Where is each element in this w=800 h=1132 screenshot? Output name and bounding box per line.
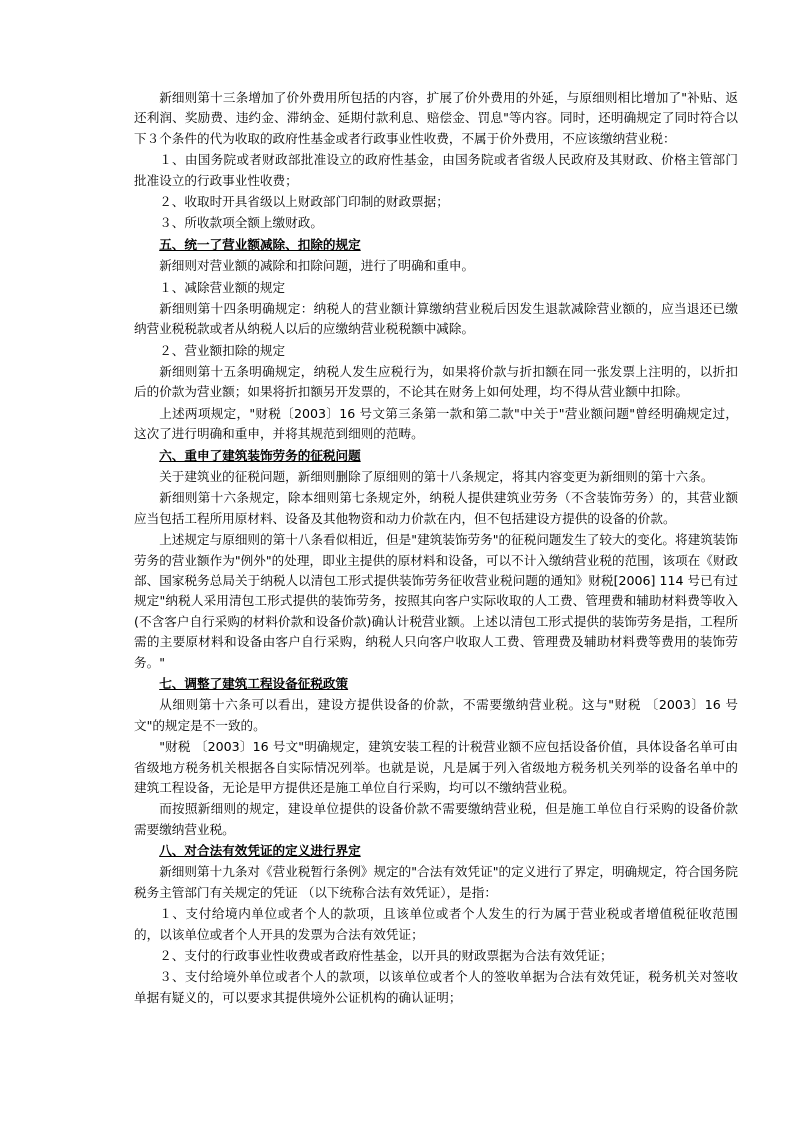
list-item: ２、支付的行政事业性收费或者政府性基金，以开具的财政票据为合法有效凭证； bbox=[159, 948, 613, 964]
section-heading: 八、对合法有效凭证的定义进行界定 bbox=[159, 843, 361, 859]
paragraph: 从细则第十六条可以看出，建设方提供设备的价款，不需要缴纳营业税。这与"财税 〔2003〕16 号文"的规定是不一致的。 bbox=[134, 697, 738, 733]
list-item: ２、营业额扣除的规定 bbox=[159, 342, 286, 358]
list-item: ３、所收款项全额上缴财政。 bbox=[159, 215, 323, 231]
paragraph: 关于建筑业的征税问题，新细则删除了原细则的第十八条规定，将其内容变更为新细则的第十六条。 bbox=[159, 469, 714, 485]
paragraph: 新细则第十九条对《营业税暂行条例》规定的"合法有效凭证"的定义进行了界定，明确规定，符合国务院税务主管部门有关规定的凭证 （以下统称合法有效凭证），是指： bbox=[134, 864, 738, 900]
paragraph: 新细则第十五条明确规定，纳税人发生应税行为，如果将价款与折扣额在同一张发票上注明的，以折扣后的价款为营业额；如果将折扣额另开发票的，不论其在财务上如何处理，均不得从营业额中扣除。 bbox=[134, 364, 738, 400]
paragraph: 新细则对营业额的减除和扣除问题，进行了明确和重申。 bbox=[159, 258, 475, 274]
section-heading: 七、调整了建筑工程设备征税政策 bbox=[159, 675, 349, 691]
document-body bbox=[134, 88, 738, 1008]
paragraph: 新细则第十四条明确规定：纳税人的营业额计算缴纳营业税后因发生退款减除营业额的，应当退还已缴纳营业税税款或者从纳税人以后的应缴纳营业税税额中减除。 bbox=[134, 300, 738, 337]
paragraph: 新细则第十三条增加了价外费用所包括的内容，扩展了价外费用的外延，与原细则相比增加了"补贴、返还利润、奖励费、违约金、滞纳金、延期付款利息、赔偿金、罚息"等内容。同时，还明确规定了同时符合以下３个条件的代为收取的政府性基金或者行政事业性收费，不属于价外费用，不应该缴纳营业税： bbox=[134, 90, 738, 146]
list-item: ３、支付给境外单位或者个人的款项，以该单位或者个人的签收单据为合法有效凭证，税务机关对签收单据有疑义的，可以要求其提供境外公证机构的确认证明； bbox=[134, 969, 738, 1005]
paragraph: "财税 〔2003〕16 号文"明确规定，建筑安装工程的计税营业额不应包括设备价值，具体设备名单可由省级地方税务机关根据各自实际情况列举。也就是说，凡是属于列入省级地方税务机关列举的设备名单中的建筑工程设备，无论是甲方提供还是施工单位自行采购，均可以不缴纳营业税。 bbox=[134, 739, 738, 795]
paragraph: 而按照新细则的规定，建设单位提供的设备价款不需要缴纳营业税，但是施工单位自行采购的设备价款需要缴纳营业税。 bbox=[134, 801, 738, 837]
list-item: １、支付给境内单位或者个人的款项，且该单位或者个人发生的行为属于营业税或者增值税征收范围的，以该单位或者个人开具的发票为合法有效凭证； bbox=[134, 906, 738, 942]
list-item: １、由国务院或者财政部批准设立的政府性基金，由国务院或者省级人民政府及其财政、价格主管部门批准设立的行政事业性收费； bbox=[134, 152, 738, 188]
section-heading: 六、重申了建筑装饰劳务的征税问题 bbox=[159, 447, 361, 463]
list-item: ２、收取时开具省级以上财政部门印制的财政票据； bbox=[159, 193, 449, 209]
section-heading: 五、统一了营业额减除、扣除的规定 bbox=[159, 236, 361, 252]
paragraph: 上述规定与原细则的第十八条看似相近，但是"建筑装饰劳务"的征税问题发生了较大的变化。将建筑装饰劳务的营业额作为"例外"的处理，即业主提供的原材料和设备，可以不计入缴纳营业税的范围，该项在《财政部、国家税务总局关于纳税人以清包工形式提供装饰劳务征收营业税问题的通知》财税[2006] 114 号已有过规定"纳税人采用清包工形式提供的装饰劳务，按照其向客户实际收取的人工费、管理费和辅助材料费等收入(不含客户自行采购的材料价款和设备价款)确认计税营业额。上述以清包工形式提供的装饰劳务是指，工程所需的主要原材料和设备由客户自行采购，纳税人只向客户收取人工费、管理费及辅助材料费等费用的装饰劳务。" bbox=[134, 532, 738, 670]
paragraph: 新细则第十六条规定，除本细则第七条规定外，纳税人提供建筑业劳务（不含装饰劳务）的，其营业额应当包括工程所用原材料、设备及其他物资和动力价款在内，但不包括建设方提供的设备的价款。 bbox=[134, 490, 738, 526]
paragraph: 上述两项规定，"财税〔2003〕16 号文第三条第一款和第二款"中关于"营业额问题"曾经明确规定过，这次了进行明确和重申，并将其规范到细则的范畴。 bbox=[134, 405, 738, 442]
list-item: １、减除营业额的规定 bbox=[159, 279, 286, 295]
